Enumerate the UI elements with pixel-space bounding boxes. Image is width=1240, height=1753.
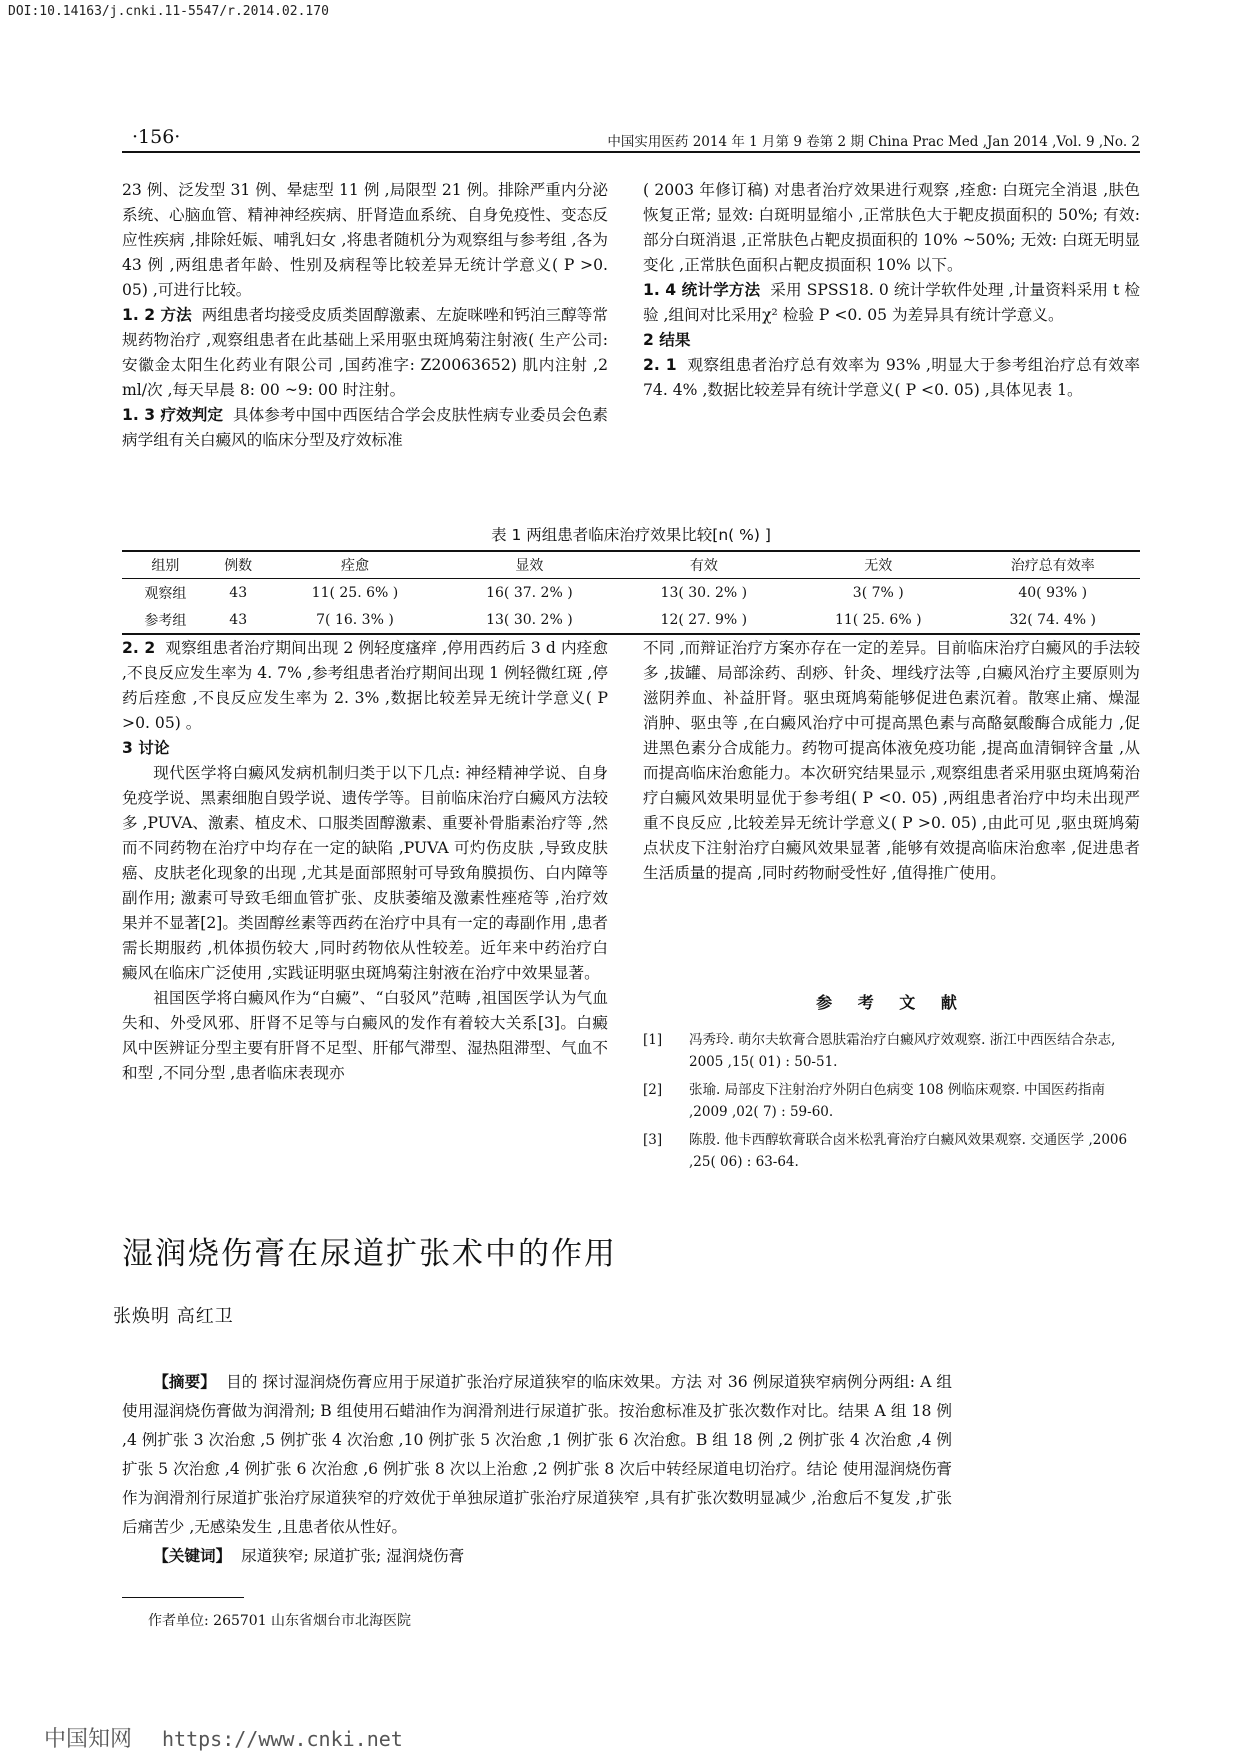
article-authors: 张焕明 高红卫 xyxy=(113,1306,234,1327)
abstract-text: 目的 探讨湿润烧伤膏应用于尿道扩张治疗尿道狭窄的临床效果。方法 对 36 例尿道狭窄病例分两组: A 组使用湿润烧伤膏做为润滑剂; B 组使用石蜡油作为润滑剂进行尿道扩张。按治愈标准及扩张次数作对比。结果 A 组 18 例 ,4 例扩张 3 次治愈 ,5 例扩张 4 次治愈 ,10 例扩张 5 次治愈 ,1 例扩张 6 次治愈。B 组 18 例 ,2 例扩张 4 次治愈 ,4 例扩张 5 次治愈 ,4 例扩张 6 次治愈 ,6 例扩张 8 次以上治愈 ,2 例扩张 8 次后中转经尿道电切治疗。结论 使用湿润烧伤膏作为润滑剂行尿道扩张治疗尿道狭窄的疗效优于单独尿道扩张治疗尿道狭窄 ,具有扩张次数明显减少 ,治愈后不复发 ,扩张后痛苦少 ,无感染发生 ,且患者依从性好。 xyxy=(122,1373,952,1536)
author-affiliation: 作者单位: 265701 山东省烟台市北海医院 xyxy=(148,1613,412,1629)
reference-number: [1] xyxy=(643,1032,663,1048)
paragraph: 具体参考中国中西医结合学会皮肤性病专业委员会色素病学组有关白癜风的临床分型及疗效标准 xyxy=(122,406,608,449)
table-header: 有效 xyxy=(617,551,791,579)
watermark-site: 中国知网 xyxy=(44,1727,133,1752)
table-cell: 13( 30. 2% ) xyxy=(660,584,748,601)
paragraph: 两组患者均接受皮质类固醇激素、左旋咪唑和钙泊三醇等常规药物治疗 ,观察组患者在此基础上采用驱虫斑鸠菊注射液( 生产公司: 安徽金太阳生化药业有限公司 ,国药准字: Z20063652) 肌内注射 ,2 ml/次 ,每天早晨 8: 00 ~9: 00 时注射。 xyxy=(122,306,608,399)
paragraph: 祖国医学将白癜风作为“白癜”、“白驳风”范畴 ,祖国医学认为气血失和、外受风邪、肝肾不足等与白癜风的发作有着较大关系[3]。白癜风中医辨证分型主要有肝肾不足型、肝郁气滞型、湿热阻滞型、气血不和型 ,不同分型 ,患者临床表现亦 xyxy=(122,989,608,1082)
table-cell: 32( 74. 4% ) xyxy=(965,606,1140,634)
reference-item xyxy=(643,1079,1140,1123)
table-header: 例数 xyxy=(209,551,268,579)
journal-header: 中国实用医药 2014 年 1 月第 9 卷第 2 期 China Prac Med ,Jan 2014 ,Vol. 9 ,No. 2 xyxy=(607,134,1140,150)
paragraph: 现代医学将白癜风发病机制归类于以下几点: 神经精神学说、自身免疫学说、黑素细胞自毁学说、遗传学等。目前临床治疗白癜风方法较多 ,PUVA、激素、植皮术、口服类固醇激素、重要补骨脂素治疗等 ,然而不同药物在治疗中均存在一定的缺陷 ,PUVA 可灼伤皮肤 ,导致皮肤癌、皮肤老化现象的出现 ,尤其是面部照射可导致角膜损伤、白内障等副作用; 激素可导致毛细血管扩张、皮肤萎缩及激素性痤疮等 ,治疗效果并不显著[2]。类固醇丝素等西药在治疗中具有一定的毒副作用 ,患者需长期服药 ,机体损伤较大 ,同时药物依从性较差。近年来中药治疗白癜风在临床广泛使用 ,实践证明驱虫斑鸠菊注射液在治疗中效果显著。 xyxy=(122,764,608,982)
reference-list xyxy=(643,1029,1140,1179)
reference-text: 陈殷. 他卡西醇软膏联合卤米松乳膏治疗白癜风效果观察. 交通医学 ,2006 ,25( 06) : 63-64. xyxy=(689,1132,1128,1170)
paragraph: 观察组患者治疗总有效率为 93% ,明显大于参考组治疗总有效率 74. 4% ,数据比较差异有统计学意义( P <0. 05) ,具体见表 1。 xyxy=(643,356,1140,399)
table-cell: 40( 93% ) xyxy=(1018,584,1088,601)
reference-number: [2] xyxy=(643,1082,663,1098)
results-table xyxy=(122,550,1140,635)
section-heading: 1. 4 统计学方法 xyxy=(643,281,761,299)
table-cell: 12( 27. 9% ) xyxy=(617,606,791,634)
section-heading: 2. 2 xyxy=(122,639,156,657)
watermark-url[interactable]: https://www.cnki.net xyxy=(162,1727,403,1751)
table-caption: 表 1 两组患者临床治疗效果比较[n( %) ] xyxy=(491,526,771,544)
references-heading: 参 考 文 献 xyxy=(816,993,967,1012)
table-cell: 11( 25. 6% ) xyxy=(791,606,965,634)
table-cell: 43 xyxy=(229,584,248,601)
table-cell: 3( 7% ) xyxy=(852,584,904,601)
page-number: ·156· xyxy=(132,126,181,148)
section-heading: 1. 3 疗效判定 xyxy=(122,406,224,424)
watermark xyxy=(44,1722,403,1753)
section-heading: 2. 1 xyxy=(643,356,677,374)
reference-text: 张瑜. 局部皮下注射治疗外阴白色病变 108 例临床观察. 中国医药指南 ,2009 ,02( 7) : 59-60. xyxy=(689,1082,1106,1120)
section-heading: 1. 2 方法 xyxy=(122,306,192,324)
table-header: 痊愈 xyxy=(268,551,442,579)
header-rule xyxy=(122,151,1140,153)
paragraph: 不同 ,而辩证治疗方案亦存在一定的差异。目前临床治疗白癜风的手法较多 ,拔罐、局部涂药、刮痧、针灸、埋线疗法等 ,白癜风治疗主要原则为滋阴养血、补益肝肾。驱虫斑鸠菊能够促进色素沉着。散寒止痛、燥湿消肿、驱虫等 ,在白癜风治疗中可提高黑色素与高酪氨酸酶合成能力 ,促进黑色素分合成能力。药物可提高体液免疫功能 ,提高血清铜锌含量 ,从而提高临床治愈能力。本次研究结果显示 ,观察组患者采用驱虫斑鸠菊治疗白癜风效果明显优于参考组( P <0. 05) ,两组患者治疗中均未出现严重不良反应 ,比较差异无统计学意义( P >0. 05) ,由此可见 ,驱虫斑鸠菊点状皮下注射治疗白癜风效果显著 ,能够有效提高临床治愈率 ,促进患者生活质量的提高 ,同时药物耐受性好 ,值得推广使用。 xyxy=(643,639,1140,882)
table-header: 组别 xyxy=(122,551,209,579)
doi: DOI:10.14163/j.cnki.11-5547/r.2014.02.170 xyxy=(8,4,329,19)
right-column-top xyxy=(643,178,1140,403)
reference-item xyxy=(643,1029,1140,1073)
reference-text: 冯秀玲. 萌尔夫软膏合恩肤霜治疗白癜风疗效观察. 浙江中西医结合杂志, 2005 ,15( 01) : 50-51. xyxy=(689,1032,1116,1070)
paragraph: 采用 SPSS18. 0 统计学软件处理 ,计量资料采用 t 检验 ,组间对比采用χ² 检验 P <0. 05 为差异具有统计学意义。 xyxy=(643,281,1140,324)
right-column-bottom xyxy=(643,636,1140,886)
table-cell: 13( 30. 2% ) xyxy=(442,606,616,634)
reference-item xyxy=(643,1129,1140,1173)
table-row xyxy=(122,579,1140,607)
left-column-bottom xyxy=(122,636,608,1086)
table-cell: 11( 25. 6% ) xyxy=(311,584,399,601)
reference-number: [3] xyxy=(643,1132,663,1148)
article-title: 湿润烧伤膏在尿道扩张术中的作用 xyxy=(122,1236,617,1272)
paragraph: ( 2003 年修订稿) 对患者治疗效果进行观察 ,痊愈: 白斑完全消退 ,肤色恢复正常; 显效: 白斑明显缩小 ,正常肤色大于靶皮损面积的 50%; 有效: 部分白斑消退 ,正常肤色占靶皮损面积的 10% ~50%; 无效: 白斑无明显变化 ,正常肤色面积占靶皮损面积 10% 以下。 xyxy=(643,181,1140,274)
keywords-label: 【关键词】 xyxy=(153,1547,232,1565)
table-cell: 7( 16. 3% ) xyxy=(268,606,442,634)
keywords-text: 尿道狭窄; 尿道扩张; 湿润烧伤膏 xyxy=(241,1547,465,1565)
footnote-rule xyxy=(122,1597,244,1598)
table-cell: 参考组 xyxy=(122,606,209,634)
table-header-row xyxy=(122,551,1140,579)
table-cell: 观察组 xyxy=(144,585,187,602)
table-cell: 43 xyxy=(209,606,268,634)
abstract xyxy=(122,1368,952,1571)
table-row xyxy=(122,606,1140,634)
abstract-label: 【摘要】 xyxy=(153,1373,216,1391)
paragraph: 观察组患者治疗期间出现 2 例轻度瘙痒 ,停用西药后 3 d 内痊愈 ,不良反应发生率为 4. 7% ,参考组患者治疗期间出现 1 例轻微红斑 ,停药后痊愈 ,不良反应发生率为 2. 3% ,数据比较差异无统计学意义( P >0. 05) 。 xyxy=(122,639,608,732)
section-heading: 2 结果 xyxy=(643,331,691,349)
paragraph: 23 例、泛发型 31 例、晕痣型 11 例 ,局限型 21 例。排除严重内分泌系统、心脑血管、精神神经疾病、肝肾造血系统、自身免疫性、变态反应性疾病 ,排除妊娠、哺乳妇女 ,将患者随机分为观察组与参考组 ,各为 43 例 ,两组患者年龄、性别及病程等比较差异无统计学意义( P >0. 05) ,可进行比较。 xyxy=(122,181,608,299)
left-column-top xyxy=(122,178,608,453)
section-heading: 3 讨论 xyxy=(122,739,170,757)
table-header: 显效 xyxy=(442,551,616,579)
table-header: 无效 xyxy=(791,551,965,579)
table-header: 治疗总有效率 xyxy=(965,551,1140,579)
table-cell: 16( 37. 2% ) xyxy=(486,584,573,601)
